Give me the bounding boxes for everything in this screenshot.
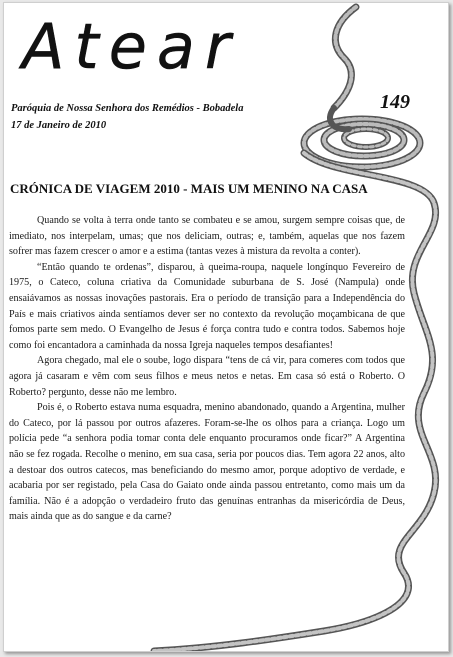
parish-name: Paróquia de Nossa Senhora dos Remédios - Bobadela [11, 103, 244, 114]
newsletter-page [3, 2, 449, 652]
article-headline: CRÓNICA DE VIAGEM 2010 - MAIS UM MENINO NA CASA [10, 181, 368, 196]
issue-date: 17 de Janeiro de 2010 [11, 120, 107, 131]
masthead-title: Atear [22, 10, 241, 83]
article-paragraph: Quando se volta à terra onde tanto se combateu e se amou, surgem sempre coisas que, de imediato, nos interpelam, umas; que nos deliciam, outras; e, também, aquelas que nos fazem sofrer mas fazem crescer o amor e a estima (tantas vezes à mistura da revolta a conter). [9, 215, 405, 258]
article-paragraph: “Então quando te ordenas”, disparou, à queima-roupa, naquele longínquo Fevereiro de 1975, o Cateco, coluna criativa da Comunidade suburbana de S. José (Nampula) onde ensaiávamos as nossas inovações pastorais. Era o período de transição para a Independência do País e mais criativos ainda sentíamos dever ser no contexto da revolução moçambicana de que fomos parte sem medo. O Evangelho de Jesus é força contra tudo e contra todos. Sabemos hoje como foi encantadora a caminhada da nossa Igreja naqueles tempos desafiantes! [9, 261, 405, 351]
article-paragraph: Pois é, o Roberto estava numa esquadra, menino abandonado, quando a Argentina, mulher do Cateco, por lá passou por outros afazeres. Foram-se-lhe os olhos para a criança. Logo um polícia pede “a senhora podia tomar conta dele enquanto procuramos onde ficar?” A Argentina não se fez rogada. Recolhe o menino, em sua casa, seria por poucos dias. Tem agora 22 anos, alto a destoar dos outros catecos, mas beneficiando do mesmo amor, porque adoptivo de verdade, e acabaria por ser registado, pela Casa do Gaiato onde ainda passou entretanto, como mais um da família. Não é a adopção o verdadeiro fruto das genuínas entranhas da misericórdia de Deus, mais ainda que as do sangue e da carne? [9, 402, 405, 523]
article-body [9, 213, 405, 525]
article-paragraph: Agora chegado, mal ele o soube, logo dispara “tens de cá vir, para comeres com todos que agora já casaram e vêm com seus filhos e meus netos e netas. Em casa só está o Roberto. O Roberto? pergunto, desse não me lembro. [9, 355, 405, 398]
issue-number: 149 [380, 91, 410, 113]
